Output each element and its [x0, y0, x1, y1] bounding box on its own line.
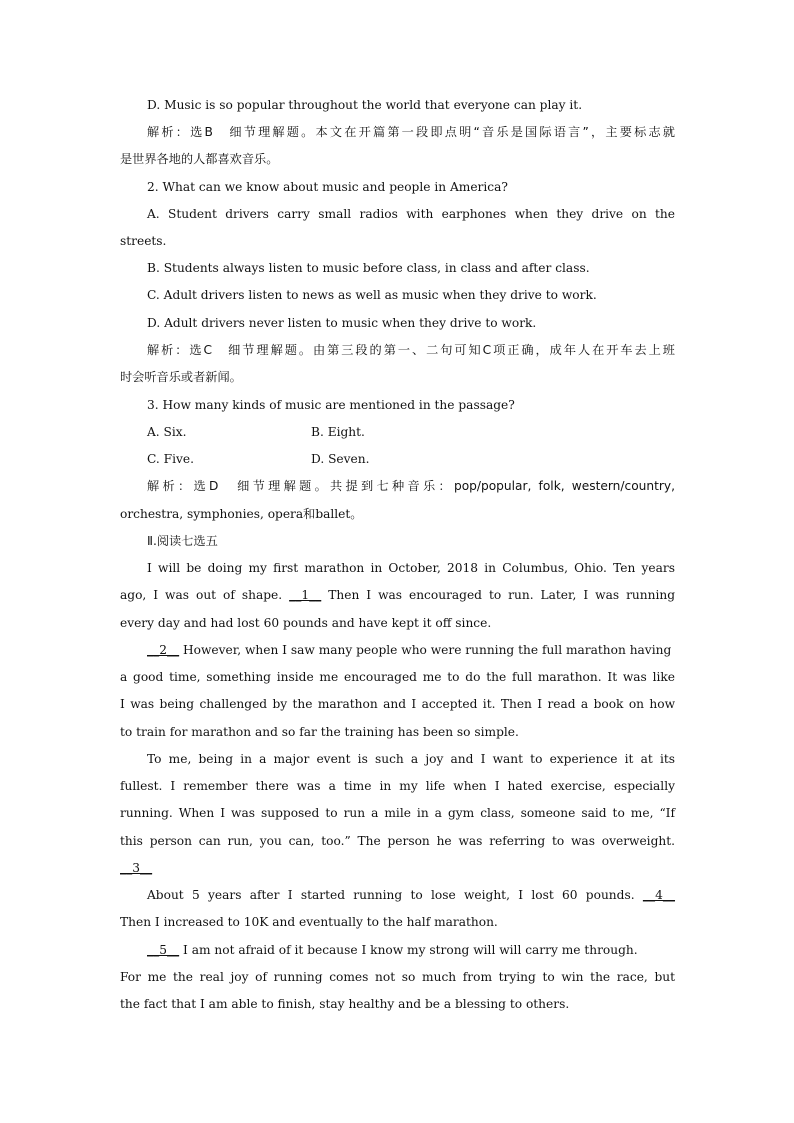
answer3-line1: 解析：选D 细节理解题。共提到七种音乐：pop/popular, folk, western/country, — [147, 479, 675, 493]
passage-p3-line5 — [120, 859, 675, 877]
q2-option-a-line1: A. Student drivers carry small radios with earphones when they drive on the — [147, 207, 675, 221]
passage-p1-line3: every day and had lost 60 pounds and have kept it off since. — [120, 616, 492, 630]
answer2-line2: 时会听音乐或者新闻。 — [120, 370, 242, 384]
passage-p5-line1b: I am not afraid of it because I know my strong will will carry me through. — [183, 943, 638, 957]
blank-5: __5__ — [147, 943, 180, 957]
blank-4: __4__ — [642, 888, 676, 902]
q3-option-b: B. Eight. — [311, 425, 365, 439]
question2: 2. What can we know about music and people in America? — [147, 180, 508, 194]
blank-3: __3__ — [120, 861, 153, 875]
answer1-line2: 是世界各地的人都喜欢音乐。 — [120, 152, 279, 166]
passage-p2-line4: to train for marathon and so far the training has been so simple. — [120, 725, 519, 739]
q3-option-c: C. Five. — [147, 452, 194, 466]
passage-p3-line3: running. When I was supposed to run a mile in a gym class, someone said to me, “If — [120, 806, 675, 820]
passage-p2-line3: I was being challenged by the marathon and I accepted it. Then I read a book on how — [120, 697, 675, 711]
passage-p4-line2: Then I increased to 10K and eventually to the half marathon. — [120, 915, 498, 929]
passage-p2-line1b: However, when I saw many people who were running the full marathon having — [183, 643, 672, 657]
blank-1: __1__ — [289, 588, 322, 602]
passage-p2-line2: a good time, something inside me encouraged me to do the full marathon. It was like — [120, 670, 675, 684]
q1-option-d: D. Music is so popular throughout the world that everyone can play it. — [147, 98, 583, 112]
answer2-line1: 解析：选C 细节理解题。由第三段的第一、二句可知C项正确，成年人在开车去上班 — [147, 343, 675, 357]
q2-option-c: C. Adult drivers listen to news as well as music when they drive to work. — [147, 288, 597, 302]
q2-option-d: D. Adult drivers never listen to music when they drive to work. — [147, 316, 537, 330]
passage-p2-line1 — [147, 641, 675, 659]
answer3-line2: orchestra, symphonies, opera和ballet。 — [120, 507, 363, 521]
section-title: Ⅱ.阅读七选五 — [147, 534, 218, 548]
question3: 3. How many kinds of music are mentioned in the passage? — [147, 398, 515, 412]
passage-p1-line2a: ago, I was out of shape. — [120, 588, 283, 602]
q2-option-a-line2: streets. — [120, 234, 167, 248]
passage-p4-line1a: About 5 years after I started running to lose weight, I lost 60 pounds. — [147, 888, 635, 902]
passage-p5-line3: the fact that I am able to finish, stay healthy and be a blessing to others. — [120, 997, 570, 1011]
passage-p3-line2: fullest. I remember there was a time in my life when I hated exercise, especially — [120, 779, 675, 793]
passage-p5-line1 — [147, 941, 675, 959]
passage-p4-line1 — [147, 886, 675, 904]
passage-p3-line4: this person can run, you can, too.” The person he was referring to was overweight. — [120, 834, 675, 848]
q2-option-b: B. Students always listen to music before class, in class and after class. — [147, 261, 590, 275]
blank-2: __2__ — [147, 643, 180, 657]
q3-option-d: D. Seven. — [311, 452, 370, 466]
passage-p5-line2: For me the real joy of running comes not so much from trying to win the race, but — [120, 970, 675, 984]
passage-p1-line2 — [120, 586, 675, 604]
passage-p1-line2b: Then I was encouraged to run. Later, I was running — [328, 588, 676, 602]
passage-p1-line1: I will be doing my first marathon in October, 2018 in Columbus, Ohio. Ten years — [147, 561, 675, 575]
answer1-line1: 解析：选B 细节理解题。本文在开篇第一段即点明“音乐是国际语言”，主要标志就 — [147, 125, 675, 139]
q3-option-a: A. Six. — [147, 425, 187, 439]
passage-p3-line1: To me, being in a major event is such a joy and I want to experience it at its — [147, 752, 675, 766]
